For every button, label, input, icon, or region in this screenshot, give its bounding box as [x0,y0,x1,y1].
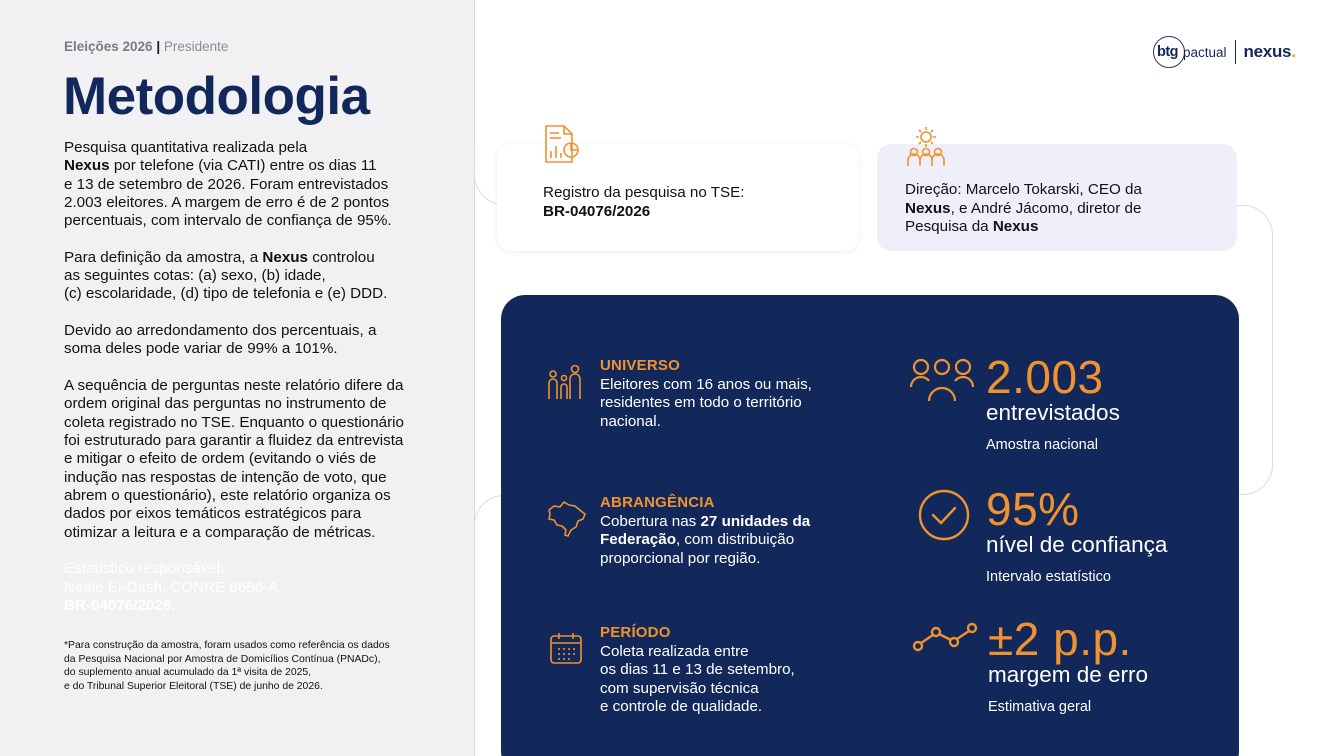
check-circle-icon [917,488,971,542]
margin-sublabel: Estimativa geral [988,699,1092,715]
text-line: A sequência de perguntas neste relatório difere da [64,377,404,395]
direction-line: , e André Jácomo, diretor de [950,199,1142,217]
registration-label: Registro da pesquisa no TSE: [543,184,745,201]
brand-name: Nexus [64,157,110,175]
confidence-sublabel: Intervalo estatístico [986,569,1111,585]
paragraph-method [64,139,464,230]
coverage-line [600,513,810,532]
report-chart-icon [542,124,582,166]
text-line: (c) escolaridade, (d) tipo de telefonia e (e) DDD. [64,285,388,303]
registration-code: BR-04076/2026. [64,596,176,614]
paragraph-order [64,377,464,542]
footnote-line: da Pesquisa Nacional por Amostra de Domicílios Contínua (PNADc), [64,653,381,665]
brand-logo [1153,35,1296,69]
universe-info [600,357,812,431]
brand-name: Nexus [262,248,308,266]
text-line: indução nas respostas de intenção de voto, que [64,468,387,486]
paragraph-statistician [64,560,283,615]
text-line: dados por eixos temáticos estratégicos para [64,505,362,523]
nexus-logo [1244,42,1296,62]
text-line: abrem o questionário), este relatório organiza os [64,486,391,504]
text-line: por telefone (via CATI) entre os dias 11 [109,157,377,175]
coverage-line: proporcional por região. [600,549,761,567]
text-line: percentuais, com intervalo de confiança de 95%. [64,212,392,230]
text-line: Devido ao arredondamento dos percentuais, a [64,322,377,340]
sample-number: 2.003 [986,351,1104,403]
period-line: com supervisão técnica [600,679,759,697]
footnote [64,639,464,693]
margin-number: ±2 p.p. [988,613,1132,665]
people-group-icon [909,357,975,403]
coverage-strong: 27 unidades da [700,512,811,530]
connector-line-right [1235,205,1273,495]
sample-sublabel: Amostra nacional [986,437,1099,453]
coverage-heading: ABRANGÊNCIA [600,494,715,511]
text-line: foi estruturado para garantir a fluidez da entrevista [64,432,404,450]
coverage-strong: Federação [600,531,676,548]
period-info [600,624,795,717]
text-line: as seguintes cotas: (a) sexo, (b) idade, [64,267,326,285]
breadcrumb-separator: | [156,39,161,54]
direction-line: Direção: Marcelo Tokarski, CEO da [905,181,1142,198]
logo-divider [1235,40,1236,64]
coverage-text: Cobertura nas [600,512,701,530]
period-line: os dias 11 e 13 de setembro, [600,661,795,678]
nexus-dot: . [1291,42,1296,61]
text-line: soma deles pode variar de 99% a 101%. [64,340,338,358]
period-heading: PERÍODO [600,624,671,641]
universe-line: residentes em todo o território [600,394,802,411]
margin-stat [988,613,1149,716]
methodology-text [64,139,464,614]
registration-code: BR-04076/2026 [543,202,651,220]
brand-name: Nexus [905,199,951,217]
universe-heading: UNIVERSO [600,357,680,374]
text-line: controlou [308,248,375,266]
sample-label: entrevistados [986,400,1120,425]
period-line: Coleta realizada entre [600,642,749,660]
direction-line: Pesquisa da [905,218,993,235]
breadcrumb-section: Eleições 2026 [64,39,153,54]
nexus-text: nexus [1243,42,1292,61]
brazil-map-icon [545,498,587,540]
text-line: Pesquisa quantitativa realizada pela [64,139,308,156]
text-line: Neale El-Dash, CONRE 8656-A. [64,578,283,596]
paragraph-rounding [64,322,464,359]
footnote-line: *Para construção da amostra, foram usados como referência os dados [64,640,390,651]
text-line: otimizar a leitura e a comparação de métricas. [64,523,376,541]
breadcrumb-page: Presidente [163,39,229,54]
confidence-number: 95% [986,483,1080,535]
text-line: ordem original das perguntas no instrumento de [64,395,387,413]
margin-label: margem de erro [988,662,1149,687]
team-gear-icon [904,124,948,168]
paragraph-quotas [64,249,464,304]
universe-line: nacional. [600,412,661,430]
universe-line: Eleitores com 16 anos ou mais, [600,375,812,393]
calendar-icon [549,631,583,665]
footnote-line: e do Tribunal Superior Eleitoral (TSE) de junho de 2026. [64,680,323,692]
confidence-label: nível de confiança [986,532,1168,557]
breadcrumb [64,39,228,54]
page-title: Metodologia [63,67,370,126]
coverage-info [600,494,810,568]
footnote-line: do suplemento anual acumulado da 1ª visita de 2025, [64,667,312,679]
coverage-text: , com distribuição [675,531,795,548]
trend-line-icon [912,622,978,654]
text-line: Estatístico responsável: [64,560,225,578]
coverage-line [600,531,810,550]
text-line: e mitigar o efeito de ordem (evitando o viés de [64,450,377,468]
btg-text: btg [1157,44,1179,60]
text-line: Para definição da amostra, a [64,248,263,266]
text-line: e 13 de setembro de 2026. Foram entrevistados [64,175,389,193]
confidence-stat [986,483,1168,586]
brand-name: Nexus [992,218,1039,235]
sample-stat [986,351,1120,454]
text-line: coleta registrado no TSE. Enquanto o questionário [64,413,404,431]
period-line: e controle de qualidade. [600,698,763,715]
pactual-text: pactual [1183,44,1227,60]
family-icon [546,363,582,401]
btg-logo [1153,36,1185,68]
text-line: 2.003 eleitores. A margem de erro é de 2 pontos [64,193,390,211]
